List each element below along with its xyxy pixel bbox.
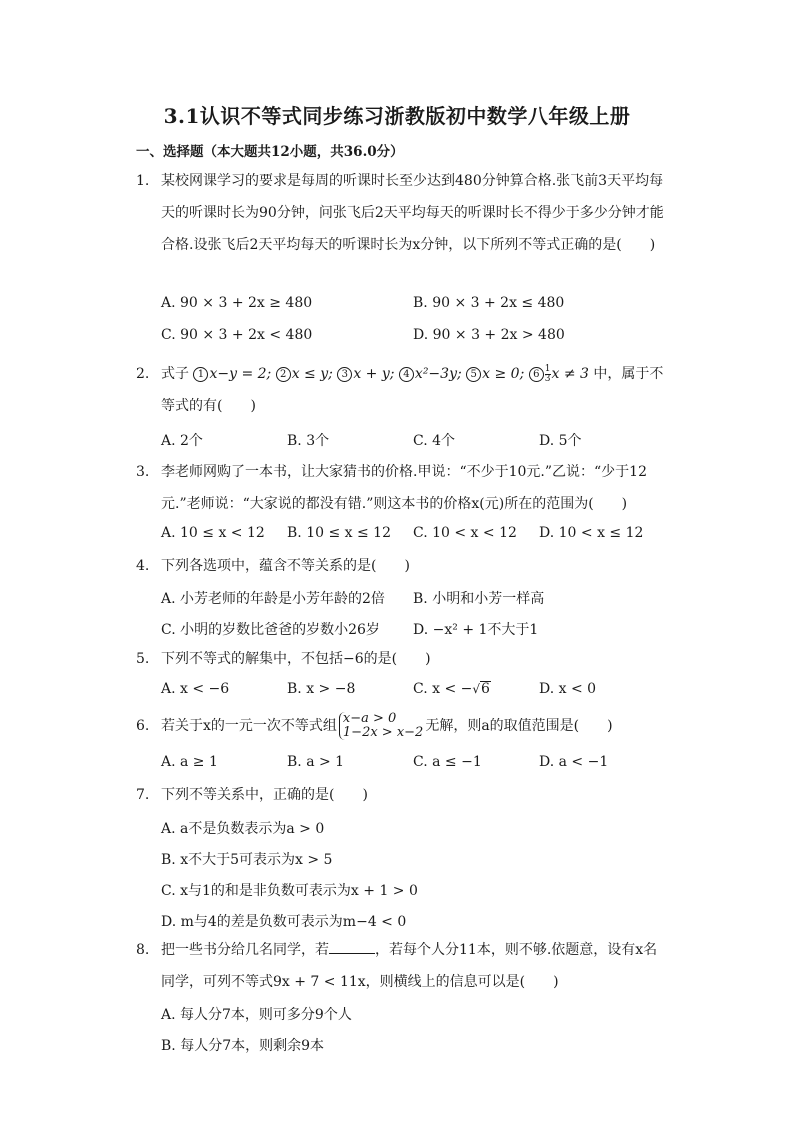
- question-text: [161, 934, 666, 998]
- option-a[interactable]: A. 2个: [161, 433, 203, 449]
- option-d[interactable]: D. m与4的差是负数可表示为m−4 < 0: [161, 914, 407, 930]
- option-a[interactable]: A. 小芳老师的年龄是小芳年龄的2倍: [161, 591, 385, 607]
- option-b[interactable]: B. a > 1: [287, 754, 345, 770]
- question-number: 5.: [136, 651, 150, 667]
- question-number: 7.: [136, 787, 150, 803]
- option-c[interactable]: C. 4个: [413, 433, 456, 449]
- question-text-suffix: ，若每个人分11本，则不够.依题意，设有x名同学，可列不等式9x + 7 < 11x，则横线上的信息可以是( ): [161, 942, 658, 990]
- option-b[interactable]: B. 90 × 3 + 2x ≤ 480: [413, 295, 565, 311]
- section-heading: 一、选择题（本大题共12小题，共36.0分）: [136, 144, 404, 160]
- question-5: [136, 643, 666, 675]
- question-text: 下列各选项中，蕴含不等关系的是( ): [161, 558, 410, 574]
- option-b[interactable]: B. x不大于5可表示为x > 5: [161, 852, 333, 868]
- question-number: 6.: [136, 718, 150, 734]
- option-a[interactable]: A. 90 × 3 + 2x ≥ 480: [161, 295, 313, 311]
- option-c[interactable]: C. 10 < x < 12: [413, 525, 517, 541]
- question-text: [161, 358, 666, 422]
- question-text-suffix: 中，属于不等式的有( ): [161, 366, 664, 414]
- option-a[interactable]: A. 每人分7本，则可多分9个人: [161, 1007, 352, 1023]
- expression-list: 1 x−y = 2; 2 x ≤ y; 3 x + y; 4 x²−3y; 5 x ≥ 0; 6 $\frac{1}{3}$ x ≠ 3: [193, 366, 593, 382]
- question-text-prefix: 式子: [161, 366, 189, 382]
- question-1: [136, 165, 666, 261]
- option-c[interactable]: C. 90 × 3 + 2x < 480: [161, 327, 313, 343]
- option-b[interactable]: B. 3个: [287, 433, 330, 449]
- question-number: 1.: [136, 173, 150, 189]
- option-c[interactable]: C. a ≤ −1: [413, 754, 482, 770]
- fraction: $\frac{1}{3}$: [544, 363, 551, 384]
- question-text-suffix: 无解，则a的取值范围是( ): [425, 718, 613, 734]
- question-text-prefix: 把一些书分给几名同学，若: [161, 942, 329, 958]
- question-text: 李老师网购了一本书，让大家猜书的价格.甲说：“不少于10元.”乙说：“少于12元.”老师说：“大家说的都没有错.”则这本书的价格x(元)所在的范围为( ): [161, 464, 647, 512]
- question-text: 下列不等式的解集中，不包括−6的是( ): [161, 651, 431, 667]
- option-b[interactable]: B. 每人分7本，则剩余9本: [161, 1038, 325, 1054]
- option-c[interactable]: C. x < −√6: [413, 681, 490, 697]
- option-b[interactable]: B. 小明和小芳一样高: [413, 591, 545, 607]
- option-a[interactable]: A. x < −6: [161, 681, 230, 697]
- inequality-system: x−a > 0 1−2x > x−2: [339, 712, 423, 740]
- circled-number: 1: [193, 367, 208, 382]
- question-6: [136, 710, 666, 742]
- question-number: 8.: [136, 942, 150, 958]
- question-number: 3.: [136, 464, 150, 480]
- option-c[interactable]: C. 小明的岁数比爸爸的岁数小26岁: [161, 622, 380, 638]
- option-a[interactable]: A. a不是负数表示为a > 0: [161, 821, 325, 837]
- circled-number: 6: [529, 367, 544, 382]
- option-b[interactable]: B. x > −8: [287, 681, 356, 697]
- circled-number: 4: [399, 367, 414, 382]
- option-d[interactable]: D. −x² + 1不大于1: [413, 622, 539, 638]
- question-text: 下列不等关系中，正确的是( ): [161, 787, 368, 803]
- question-text: [161, 710, 666, 742]
- question-8: [136, 934, 666, 998]
- question-text: 某校网课学习的要求是每周的听课时长至少达到480分钟算合格.张飞前3天平均每天的听课时长为90分钟，问张飞后2天平均每天的听课时长不得少于多少分钟才能合格.设张飞后2天平均每天的听课时长为x分钟，以下所列不等式正确的是( ): [161, 173, 664, 253]
- circled-number: 5: [466, 367, 481, 382]
- option-a[interactable]: A. 10 ≤ x < 12: [161, 525, 265, 541]
- option-c[interactable]: C. x与1的和是非负数可表示为x + 1 > 0: [161, 883, 418, 899]
- option-d[interactable]: D. 90 × 3 + 2x > 480: [413, 327, 565, 343]
- question-text-prefix: 若关于x的一元一次不等式组: [161, 718, 337, 734]
- fill-in-blank[interactable]: [329, 939, 375, 954]
- option-a[interactable]: A. a ≥ 1: [161, 754, 218, 770]
- question-number: 2.: [136, 366, 150, 382]
- question-2: [136, 358, 666, 422]
- circled-number: 3: [337, 367, 352, 382]
- question-3: [136, 456, 666, 520]
- page-title: 3.1认识不等式同步练习浙教版初中数学八年级上册: [163, 104, 631, 128]
- question-7: [136, 779, 666, 811]
- question-number: 4.: [136, 558, 150, 574]
- sqrt-radicand: 6: [481, 681, 490, 697]
- option-d[interactable]: D. 5个: [539, 433, 582, 449]
- circled-number: 2: [276, 367, 291, 382]
- question-4: [136, 550, 666, 582]
- option-d[interactable]: D. 10 < x ≤ 12: [539, 525, 644, 541]
- option-b[interactable]: B. 10 ≤ x ≤ 12: [287, 525, 391, 541]
- option-d[interactable]: D. x < 0: [539, 681, 597, 697]
- option-d[interactable]: D. a < −1: [539, 754, 609, 770]
